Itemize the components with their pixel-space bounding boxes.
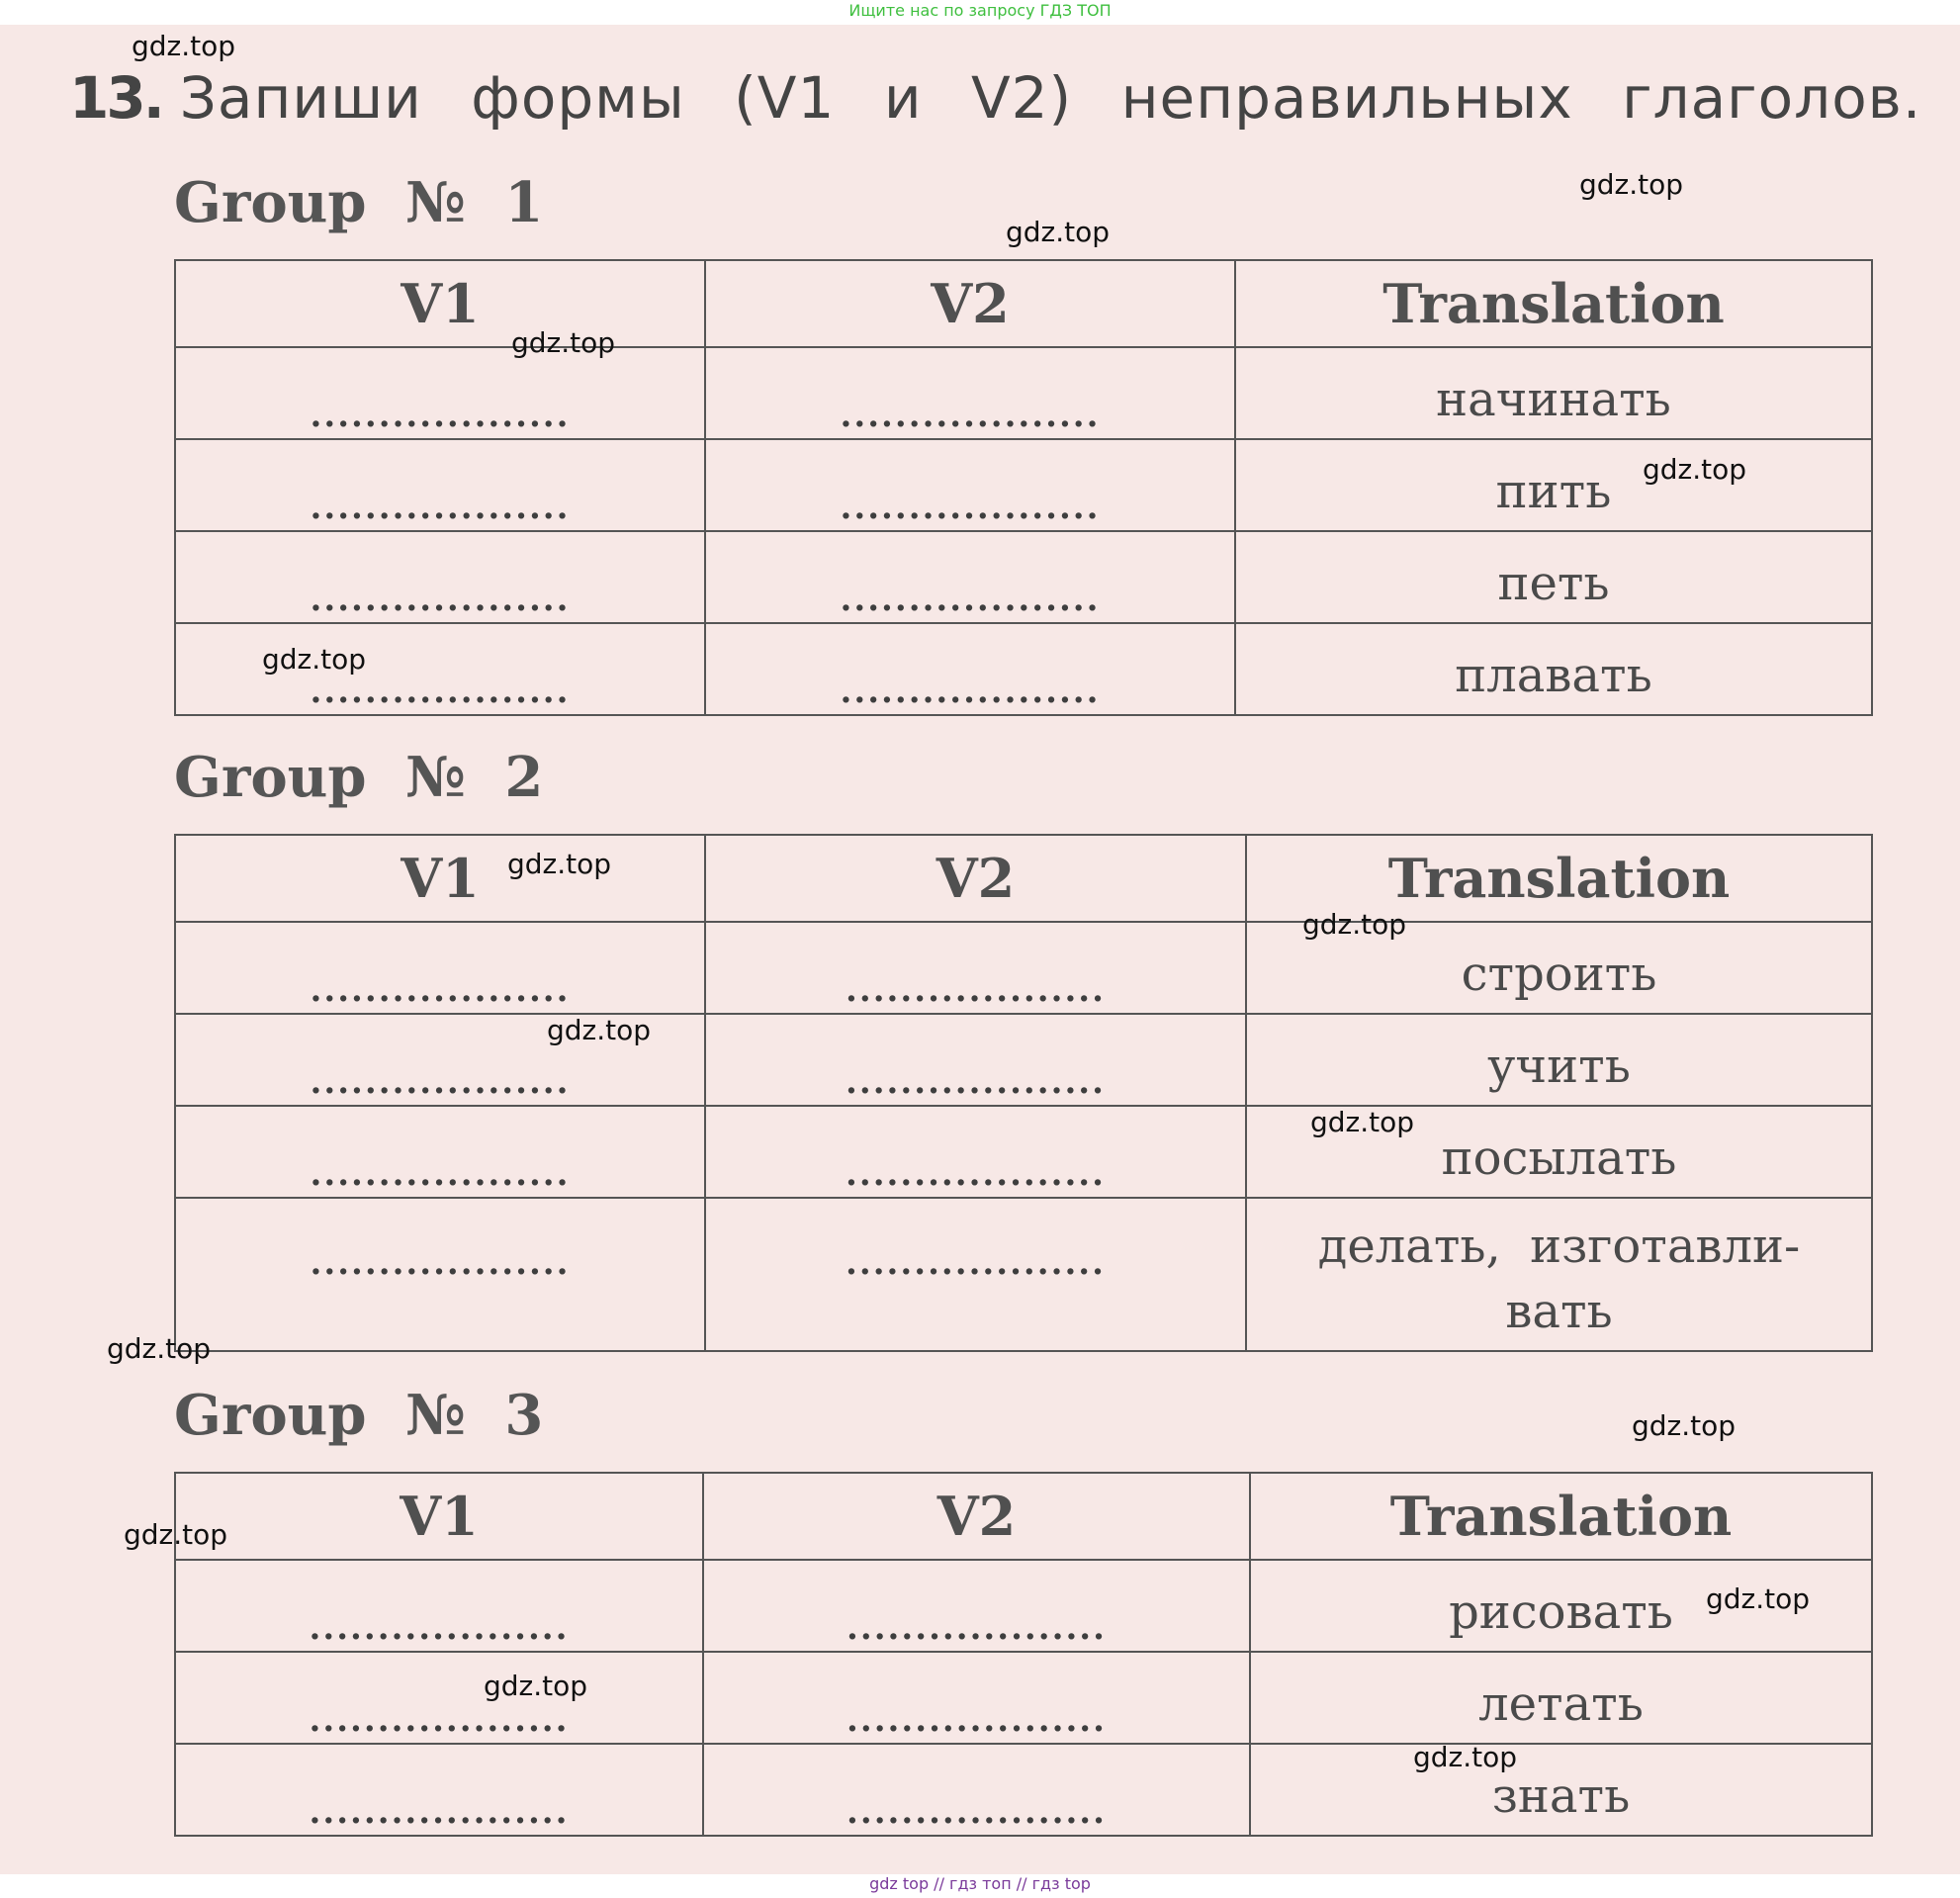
v1-blank[interactable]: ................... [175, 1652, 703, 1744]
v1-blank[interactable]: ................... [175, 1198, 705, 1351]
watermark: gdz.top [1706, 1582, 1811, 1615]
translation-cell: рисовать [1250, 1560, 1872, 1652]
header-v1: V1 [175, 260, 705, 347]
v1-blank[interactable]: ................... [175, 1014, 705, 1106]
header-v2: V2 [705, 260, 1235, 347]
v2-blank[interactable]: ................... [705, 1198, 1246, 1351]
header-v2: V2 [705, 835, 1246, 922]
watermark: gdz.top [547, 1014, 652, 1046]
translation-cell: делать, изготавли-вать [1246, 1198, 1872, 1351]
header-v1: V1 [175, 1473, 703, 1560]
watermark: gdz.top [511, 326, 616, 359]
translation-cell: посылать [1246, 1106, 1872, 1198]
v1-blank[interactable]: ................... [175, 439, 705, 531]
table-row [175, 623, 1872, 715]
v2-blank[interactable]: ................... [703, 1652, 1250, 1744]
exercise-number: 13. [69, 64, 162, 132]
watermark: gdz.top [1579, 168, 1684, 201]
table-row [175, 922, 1872, 1014]
table-row [175, 1106, 1872, 1198]
watermark: gdz.top [1413, 1741, 1518, 1773]
watermark: gdz.top [484, 1670, 588, 1702]
watermark: gdz.top [1302, 908, 1407, 941]
translation-cell: учить [1246, 1014, 1872, 1106]
v2-blank[interactable]: ................... [703, 1560, 1250, 1652]
watermark: gdz.top [1310, 1106, 1415, 1138]
table-row [175, 531, 1872, 623]
header-v1: V1 [175, 835, 705, 922]
v1-blank[interactable]: ................... [175, 347, 705, 439]
watermark: gdz.top [1632, 1409, 1737, 1442]
translation-cell: плавать [1235, 623, 1872, 715]
header-v2: V2 [703, 1473, 1250, 1560]
v2-blank[interactable]: ................... [705, 922, 1246, 1014]
watermark: gdz.top [262, 643, 367, 676]
header-translation: Translation [1250, 1473, 1872, 1560]
v2-blank[interactable]: ................... [705, 623, 1235, 715]
table-row [175, 1560, 1872, 1652]
translation-cell: начинать [1235, 347, 1872, 439]
translation-cell: петь [1235, 531, 1872, 623]
group-3-table [174, 1472, 1873, 1837]
v2-blank[interactable]: ................... [705, 1106, 1246, 1198]
group-3-title: Group № 3 [174, 1383, 544, 1448]
exercise-instruction: Запиши формы (V1 и V2) неправильных глаголов. [179, 64, 1922, 132]
v2-blank[interactable]: ................... [705, 439, 1235, 531]
group-1-table [174, 259, 1873, 716]
v2-blank[interactable]: ................... [705, 531, 1235, 623]
group-2-title: Group № 2 [174, 745, 544, 810]
v2-blank[interactable]: ................... [705, 1014, 1246, 1106]
table-row [175, 1652, 1872, 1744]
translation-cell: летать [1250, 1652, 1872, 1744]
v1-blank[interactable]: ................... [175, 623, 705, 715]
group-1-title: Group № 1 [174, 170, 544, 235]
translation-cell: знать [1250, 1744, 1872, 1836]
exercise-heading [69, 64, 1921, 132]
v2-blank[interactable]: ................... [703, 1744, 1250, 1836]
watermark: gdz.top [132, 30, 236, 62]
v1-blank[interactable]: ................... [175, 1560, 703, 1652]
header-translation: Translation [1246, 835, 1872, 922]
group-2-table [174, 834, 1873, 1352]
table-row [175, 1198, 1872, 1351]
top-banner: Ищите нас по запросу ГДЗ ТОП [848, 1, 1112, 20]
watermark: gdz.top [1643, 453, 1747, 486]
translation-cell: пить [1235, 439, 1872, 531]
v2-blank[interactable]: ................... [705, 347, 1235, 439]
table-row [175, 1744, 1872, 1836]
translation-cell: строить [1246, 922, 1872, 1014]
table-row [175, 347, 1872, 439]
table-row [175, 439, 1872, 531]
table-row [175, 1014, 1872, 1106]
v1-blank[interactable]: ................... [175, 922, 705, 1014]
header-translation: Translation [1235, 260, 1872, 347]
watermark: gdz.top [1006, 216, 1111, 248]
v1-blank[interactable]: ................... [175, 1106, 705, 1198]
v1-blank[interactable]: ................... [175, 531, 705, 623]
bottom-banner: gdz top // гдз топ // гдз top [869, 1874, 1091, 1893]
watermark: gdz.top [124, 1518, 228, 1551]
watermark: gdz.top [107, 1332, 212, 1365]
v1-blank[interactable]: ................... [175, 1744, 703, 1836]
watermark: gdz.top [507, 848, 612, 880]
